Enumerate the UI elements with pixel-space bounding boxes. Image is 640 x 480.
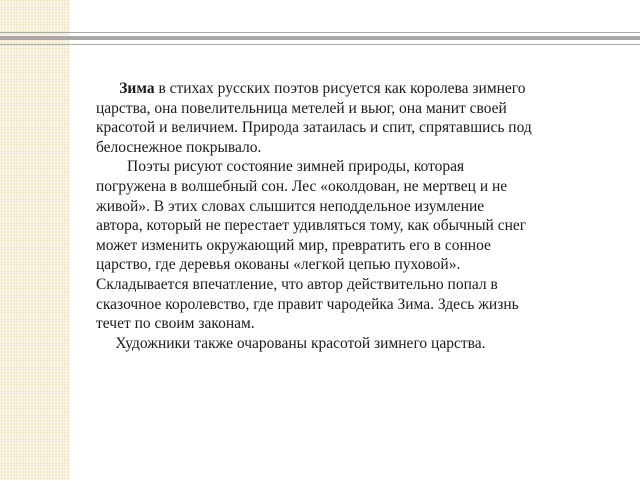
header-divider-top xyxy=(0,32,640,33)
header-divider-bottom xyxy=(0,44,640,45)
decorative-side-strip xyxy=(0,0,70,480)
lead-word-zima: Зима xyxy=(119,80,155,97)
paragraph-3 xyxy=(96,334,616,354)
paragraph-1-text: в стихах русских поэтов рисуется как королева зимнего царства, она повелительница метелей и вьюг, она манит своей красотой и величием. Природа затаилась и спит, спрятавшись под белоснежное покрывало. xyxy=(96,80,532,156)
paragraph-2 xyxy=(96,157,616,333)
paragraph-1 xyxy=(96,79,616,157)
paragraph-3-text: Художники также очарованы красотой зимнего царства. xyxy=(115,334,486,352)
slide-text-block xyxy=(96,79,616,353)
header-divider-thick xyxy=(0,36,640,40)
paragraph-2-text: Поэты рисуют состояние зимней природы, которая погружена в волшебный сон. Лес «околдован, не мертвец и не живой». В этих словах слышится неподдельное изумление автора, который не перестает удивляться тому, как обычный снег может изменить окружающий мир, превратить его в сонное царство, где деревья окованы «легкой цепью пуховой». Складывается впечатление, что автор действительно попал в сказочное королевство, где правит чародейка Зима. Здесь жизнь течет по своим законам. xyxy=(96,158,527,333)
